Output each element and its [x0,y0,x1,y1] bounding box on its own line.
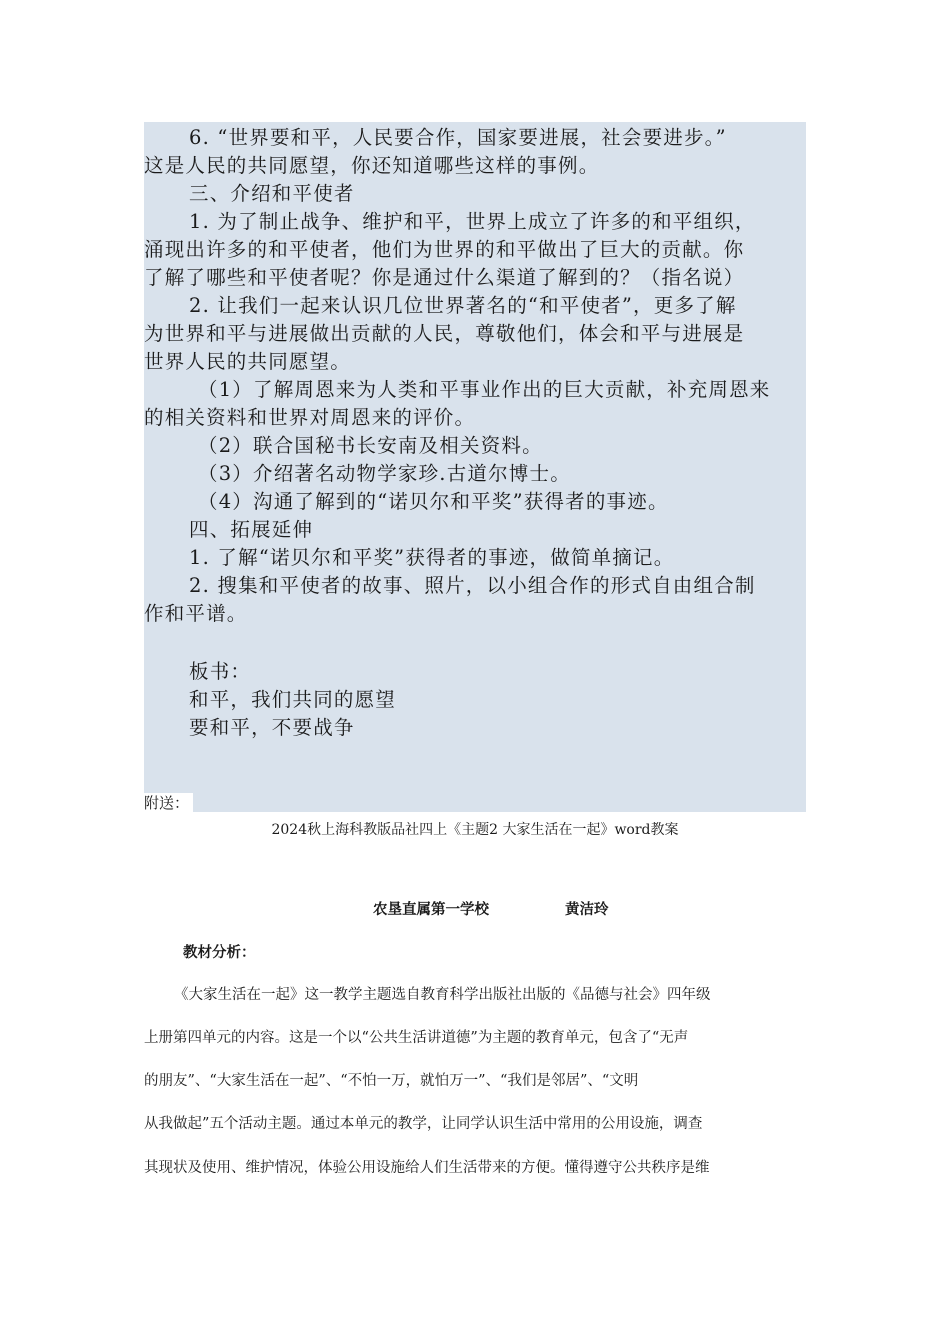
lesson-content-box [144,122,806,812]
section-heading-analysis: 教材分析： [183,945,256,961]
attachment-label: 附送： [144,793,193,813]
text-line: 为世界和平与进展做出贡献的人民，尊敬他们，体会和平与进展是 [144,322,745,345]
text-line: 作和平谱。 [144,602,248,625]
text-line: 的相关资料和世界对周恩来的评价。 [144,406,476,429]
section-heading: 三、介绍和平使者 [189,182,355,205]
text-line: 涌现出许多的和平使者，他们为世界的和平做出了巨大的贡献。你 [144,238,745,261]
board-label: 板书： [189,660,252,683]
author-name: 黄洁玲 [565,902,609,918]
text-line: 这是人民的共同愿望，你还知道哪些这样的事例。 [144,154,600,177]
paragraph-line: 的朋友”、“大家生活在一起”、“不怕一万，就怕万一”、“我们是邻居”、“文明 [144,1073,639,1089]
text-line: 世界人民的共同愿望。 [144,350,352,373]
text-line: 2. 搜集和平使者的故事、照片，以小组合作的形式自由组合制 [189,574,756,597]
paragraph-line: 其现状及使用、维护情况，体验公用设施给人们生活带来的方便。懂得遵守公共秩序是维 [144,1160,710,1176]
text-line: 2. 让我们一起来认识几位世界著名的“和平使者”，更多了解 [189,294,737,317]
text-line: （3）介绍著名动物学家珍.古道尔博士。 [198,462,571,485]
section-heading: 四、拓展延伸 [189,518,314,541]
text-line: 1. 了解“诺贝尔和平奖”获得者的事迹，做简单摘记。 [189,546,675,569]
text-line: （4）沟通了解到的“诺贝尔和平奖”获得者的事迹。 [198,490,669,513]
text-line: （1）了解周恩来为人类和平事业作出的巨大贡献，补充周恩来 [198,378,771,401]
text-line: 1. 为了制止战争、维护和平，世界上成立了许多的和平组织， [189,210,756,233]
text-line: （2）联合国秘书长安南及相关资料。 [198,434,543,457]
paragraph-line: 上册第四单元的内容。这是一个以“公共生活讲道德”为主题的教育单元，包含了“无声 [144,1030,689,1046]
text-line: 6. “世界要和平，人民要合作，国家要进展，社会要进步。” [189,126,727,149]
board-line: 和平，我们共同的愿望 [189,688,397,711]
text-line: 了解了哪些和平使者呢？你是通过什么渠道了解到的？（指名说） [144,266,745,289]
paragraph-line: 从我做起”五个活动主题。通过本单元的教学，让同学认识生活中常用的公用设施，调查 [144,1116,703,1132]
school-name: 农垦直属第一学校 [373,902,489,918]
next-document-title: 2024秋上海科教版品社四上《主题2 大家生活在一起》word教案 [271,822,679,838]
board-line: 要和平，不要战争 [189,716,355,739]
paragraph-line: 《大家生活在一起》这一教学主题选自教育科学出版社出版的《品德与社会》四年级 [174,987,711,1003]
